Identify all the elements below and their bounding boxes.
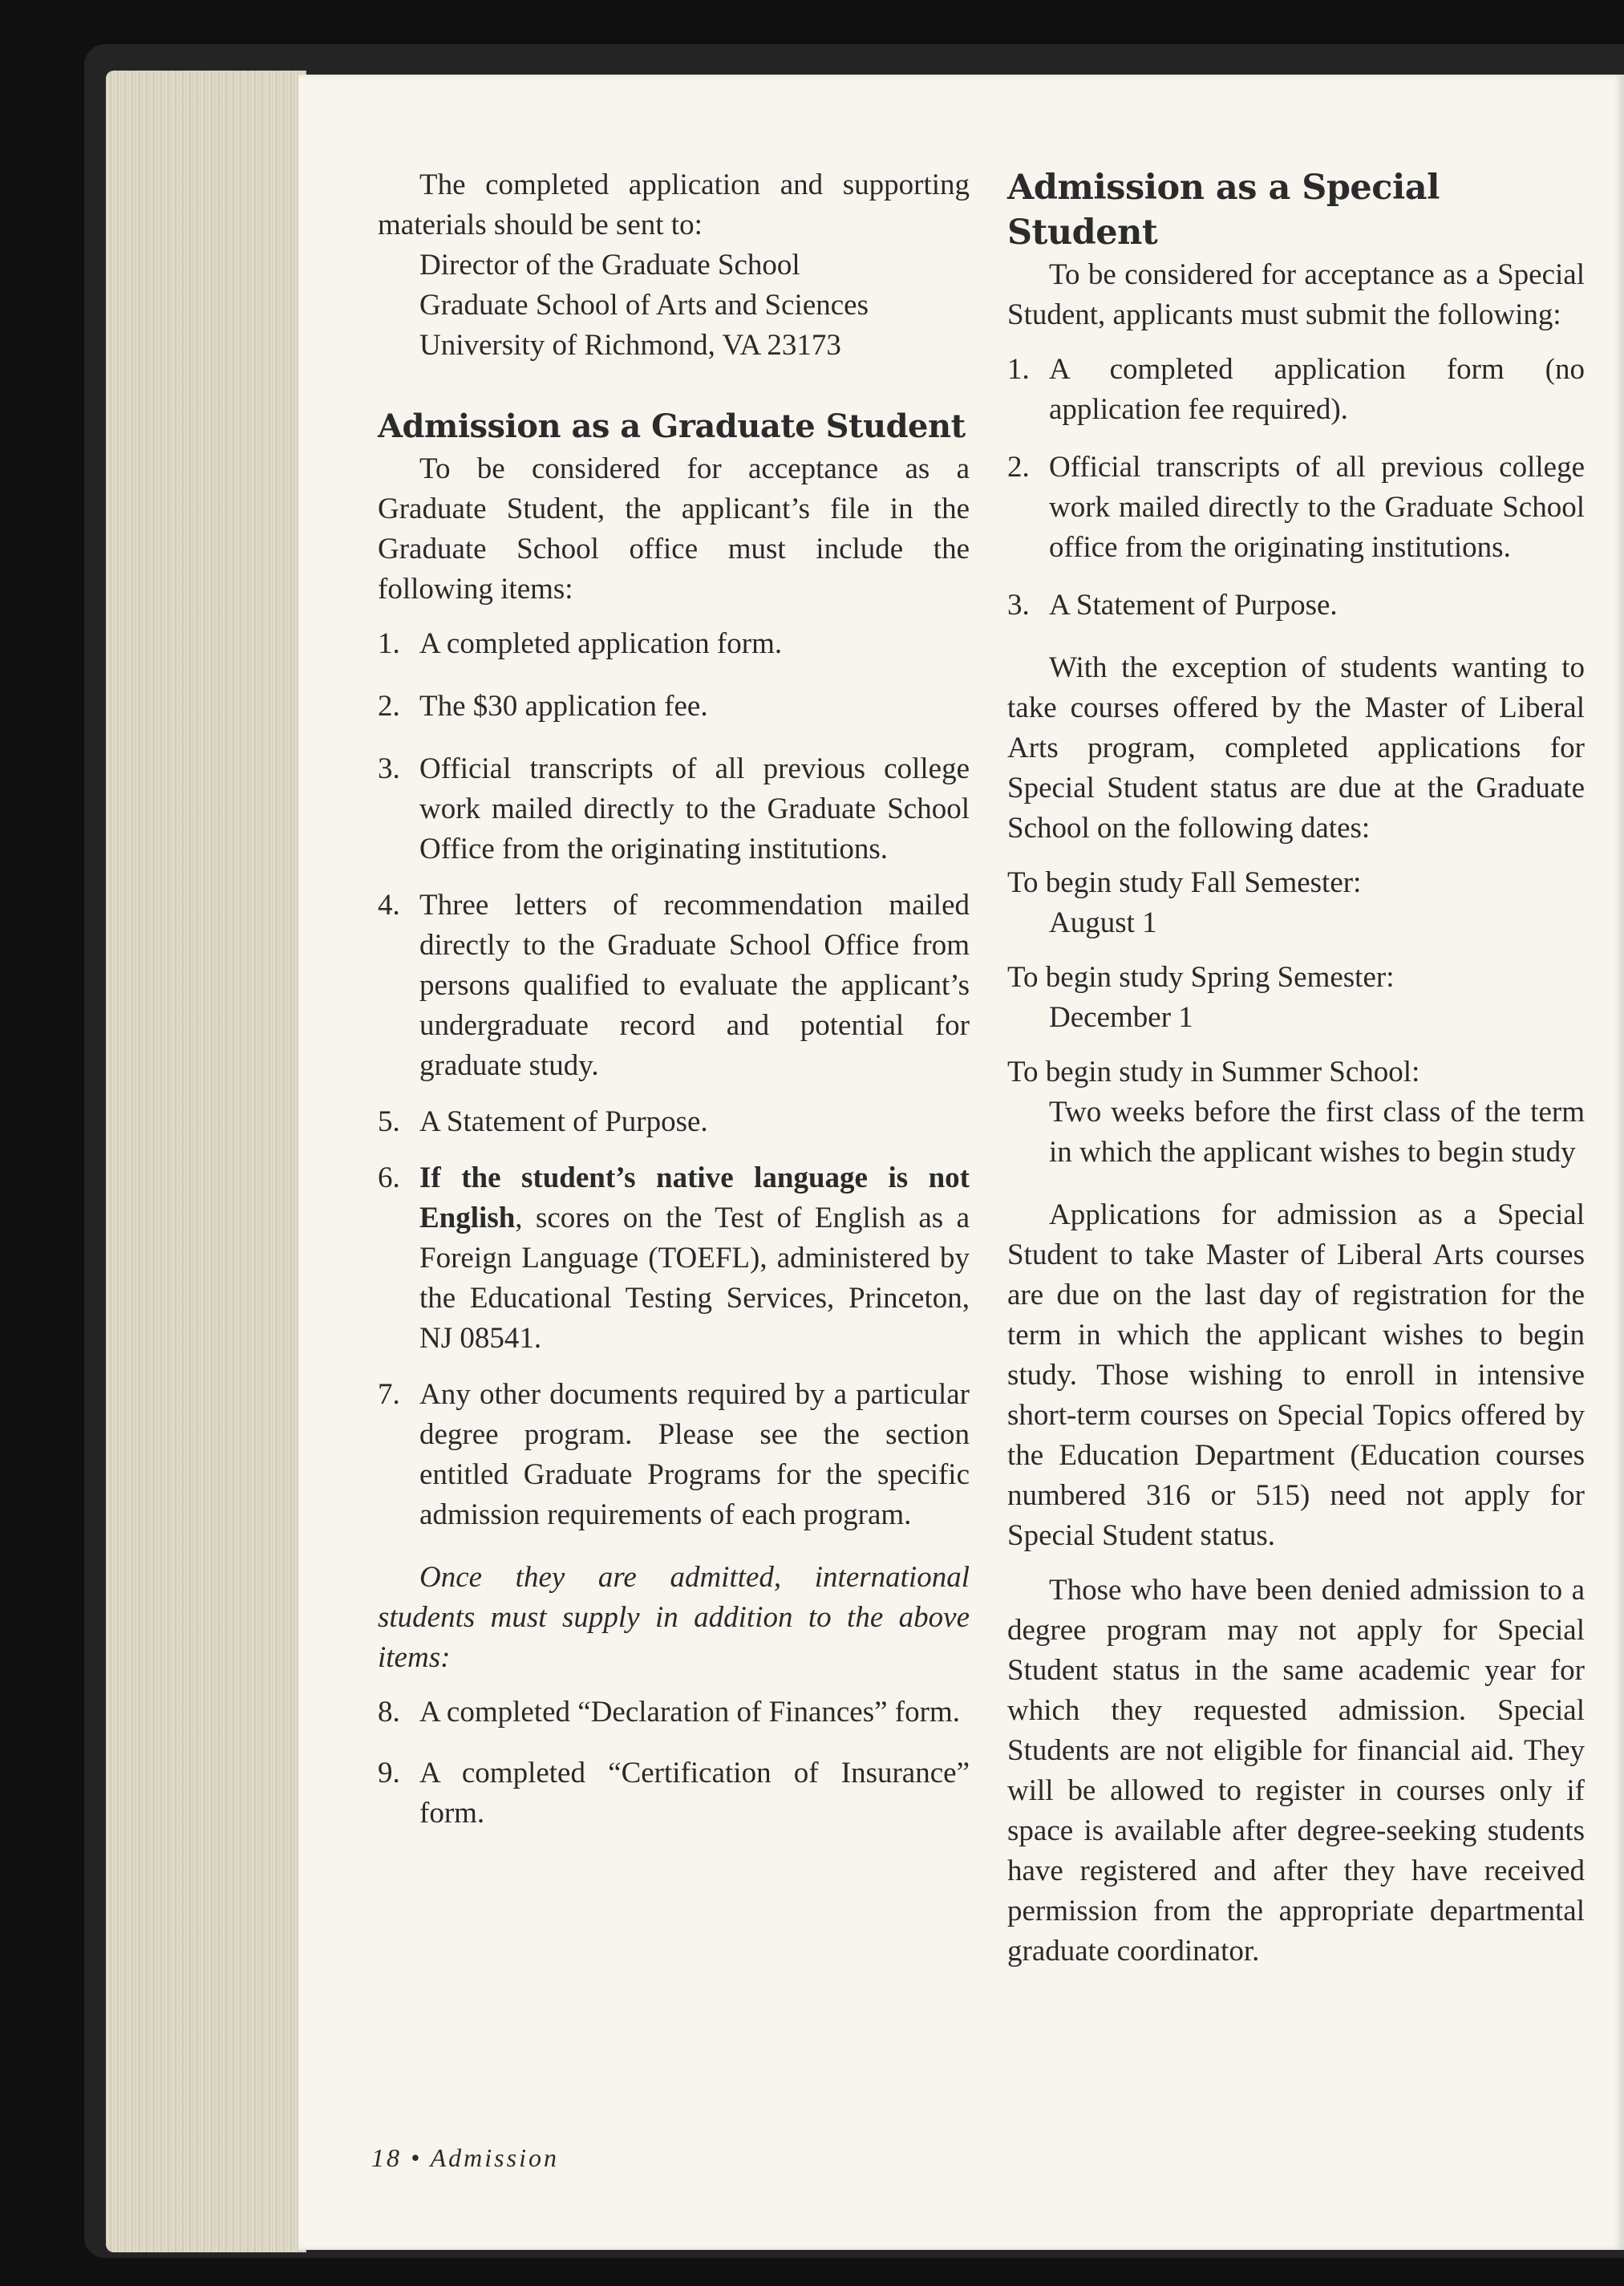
page-footer: 18 • Admission [371, 2143, 559, 2172]
list-item: 1. A completed application form. [378, 627, 783, 660]
international-requirements-list [378, 1692, 970, 1834]
list-item: 7. Any other documents required by a particular degree program. Please see the section entitled Graduate Programs for the specific admission requirements of each program. [378, 1378, 970, 1531]
special-requirements-list [1007, 350, 1585, 626]
graduate-requirements-list [378, 624, 970, 1535]
list-item: 3. Official transcripts of all previous college work mailed directly to the Graduate School Office from the originating institutions. [378, 752, 970, 865]
international-note: Once they are admitted, international students must supply in addition to the above items: [378, 1561, 970, 1674]
right-column [1007, 165, 1585, 1972]
list-item: 2. The $30 application fee. [378, 690, 708, 723]
special-intro-paragraph: To be considered for acceptance as a Special Student, applicants must submit the following: [1007, 258, 1585, 331]
mla-paragraph: Applications for admission as a Special Student to take Master of Liberal Arts courses are due on the last day of registration for the term in which the applicant wishes to begin study. Those wishing to enroll in intensive short-term courses on Special Topics offered by the Education Department (Education courses numbered 316 or 515) need not apply for Special Student status. [1007, 1198, 1585, 1552]
deadline-date [1007, 863, 1585, 943]
deadline-value: Two weeks before the first class of the term in which the applicant wishes to begin study [1049, 1096, 1585, 1169]
deadline-label: To begin study Fall Semester: [1007, 866, 1362, 899]
deadline-value: December 1 [1049, 1001, 1193, 1034]
special-student-heading: Admission as a Special Student [1007, 168, 1440, 253]
left-column [378, 165, 970, 1834]
address-line: University of Richmond, VA 23173 [419, 329, 841, 362]
list-item: 1. A completed application form (no application fee required). [1007, 353, 1585, 426]
deadline-date [1007, 1052, 1585, 1173]
mailing-address [378, 245, 970, 366]
deadline-date [1007, 958, 1585, 1038]
graduate-student-heading: Admission as a Graduate Student [378, 407, 966, 445]
list-item: 5. A Statement of Purpose. [378, 1105, 708, 1138]
intro-paragraph: The completed application and supporting materials should be sent to: [378, 168, 970, 241]
list-item: 8. A completed “Declaration of Finances” form. [378, 1696, 960, 1729]
deadline-label: To begin study Spring Semester: [1007, 961, 1395, 994]
denied-paragraph: Those who have been denied admission to a degree program may not apply for Special Student status in the same academic year for which they requested admission. Special Students are not eligible for financial aid. They will be allowed to register in courses only if space is available after degree-seeking students have registered and after they have received permission from the appropriate departmental graduate coordinator. [1007, 1574, 1585, 1968]
page-edges [106, 71, 306, 2252]
list-item: 2. Official transcripts of all previous college work mailed directly to the Graduate School office from the originating institutions. [1007, 451, 1585, 564]
graduate-intro-paragraph: To be considered for acceptance as a Graduate Student, the applicant’s file in the Graduate School office must include the following items: [378, 452, 970, 606]
list-item: 6. If the student’s native language is not English, scores on the Test of English as a Foreign Language (TOEFL), administered by the Educational Testing Services, Princeton, NJ 08541. [378, 1161, 970, 1355]
list-item: 9. A completed “Certification of Insurance” form. [378, 1757, 970, 1830]
address-line: Director of the Graduate School [419, 249, 800, 282]
address-line: Graduate School of Arts and Sciences [419, 289, 869, 322]
deadline-value: August 1 [1049, 906, 1157, 939]
exception-paragraph: With the exception of students wanting to take courses offered by the Master of Liberal Arts program, completed applications for Special Student status are due at the Graduate School on the following dates: [1007, 651, 1585, 845]
list-item: 3. A Statement of Purpose. [1007, 589, 1338, 622]
deadline-label: To begin study in Summer School: [1007, 1056, 1420, 1088]
list-item: 4. Three letters of recommendation mailed directly to the Graduate School Office from persons qualified to evaluate the applicant’s undergraduate record and potential for graduate study. [378, 889, 970, 1082]
